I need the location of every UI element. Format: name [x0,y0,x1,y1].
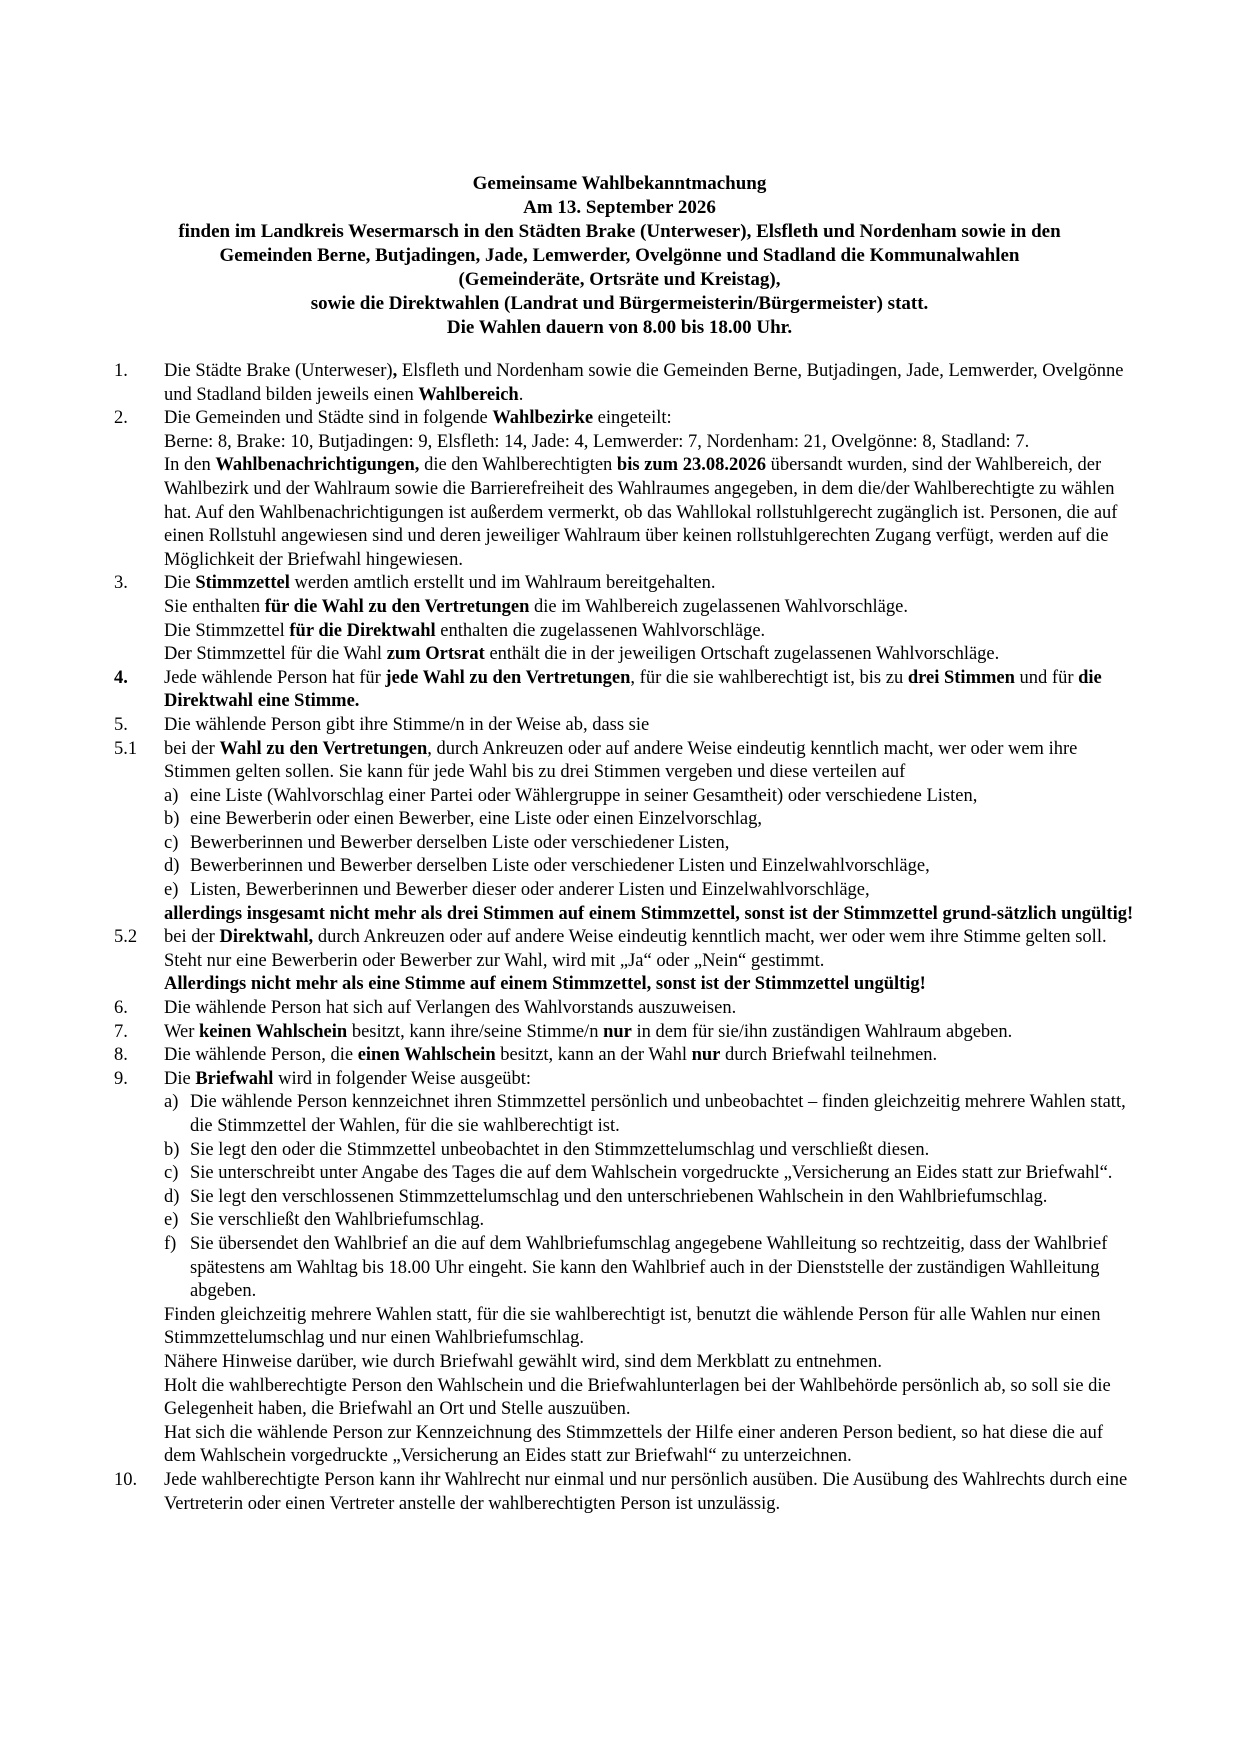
text-run: Die [164,1068,196,1089]
text-run: besitzt, kann an der Wahl [495,1045,692,1066]
sub-item [164,1233,1134,1304]
text-run: jede Wahl zu den Vertretungen [385,667,631,688]
sub-item-letter: d) [164,1186,180,1207]
warning-text [164,903,1134,927]
item-number: 5. [114,714,128,735]
paragraph [164,1068,1134,1092]
paragraph [164,620,1134,644]
item-text [164,1044,1134,1068]
paragraph [164,926,1134,973]
text-run: durch Briefwahl teilnehmen. [720,1045,938,1066]
sub-item-letter: b) [164,1139,180,1160]
paragraph [164,738,1134,785]
paragraph: Holt die wahlberechtigte Person den Wahlschein und die Briefwahlunterlagen bei der Wahlbehörde persönlich ab, so soll sie die Gelegenheit haben, die Briefwahl an Ort und Stelle auszuüben. [164,1375,1111,1420]
text-run: Die Gemeinden und Städte sind in folgende [164,408,493,429]
text-run: nur [691,1045,721,1066]
item-text: Jede wahlberechtigte Person kann ihr Wahlrecht nur einmal und nur persönlich ausüben. Die Ausübung des Wahlrechts durch eine Vertreterin oder einen Vertreter anstelle der wahlberechtigten Person ist unzulässig. [164,1469,1128,1514]
item-number: 5.1 [114,738,138,759]
text-run: übersandt wurden, sind der Wahlbereich, der Wahlbezirk und der Wahlraum sowie die Barrierefreiheit des Wahlraumes angegeben, in dem die/der Wahlberechtigte zu wählen hat. Auf den Wahlbenachrichtigungen ist außerdem vermerkt, ob das Wahllokal rollstuhlgerecht zugänglich ist. Personen, die auf einen Rollstuhl angewiesen sind und deren jeweiliger Wahlraum über keinen rollstuhlgerechten Zugang verfügt, werden auf die Möglichkeit der Briefwahl hingewiesen. [164,455,1118,570]
text-run: Allerdings nicht mehr als eine Stimme auf einem Stimmzettel, sonst ist der Stimmzettel ungültig! [164,974,926,995]
text-run: Wahl zu den Vertretungen [219,738,428,759]
sub-item-text: Die wählende Person kennzeichnet ihren Stimmzettel persönlich und unbeobachtet – finden gleichzeitig mehrere Wahlen statt, die Stimmzettel der Wahlen, für die sie wahlberechtigt ist. [190,1092,1126,1136]
text-run: und für [1014,667,1079,688]
paragraph: Finden gleichzeitig mehrere Wahlen statt, für die sie wahlberechtigt ist, benutzt die wählende Person für alle Wahlen nur einen Stimmzettelumschlag und nur einen Wahlbriefumschlag. [164,1304,1101,1349]
text-run: nur [603,1021,632,1042]
sub-item-text: Sie legt den oder die Stimmzettel unbeobachtet in den Stimmzettelumschlag und verschließt diesen. [190,1139,930,1160]
sub-item-letter: c) [164,832,179,853]
text-run: eingeteilt: [593,408,672,429]
header-line: (Gemeinderäte, Ortsräte und Kreistag), [458,269,781,290]
sub-item-letter: a) [164,785,179,806]
paragraph [164,454,1134,572]
text-run: Stimmzettel [195,573,290,594]
text-run: Die Städte Brake (Unterweser) [164,361,393,381]
item-number: 1. [114,361,128,381]
section-10 [114,1469,1134,1516]
section-5 [114,714,1134,738]
paragraph [164,572,1134,596]
sub-item [164,808,1134,832]
sub-item [164,1209,1134,1233]
text-run: in dem für sie/ihn zuständigen Wahlraum abgeben. [631,1021,1013,1042]
text-run: Wer [164,1021,199,1042]
text-run: Die Stimmzettel [164,620,290,641]
sub-item [164,1091,1134,1138]
sub-item-letter: d) [164,856,180,877]
item-text [164,738,1134,927]
text-run: Sie enthalten [164,596,265,617]
sub-item-text: Bewerberinnen und Bewerber derselben Liste oder verschiedener Listen, [190,832,730,853]
item-text: Die wählende Person gibt ihre Stimme/n in der Weise ab, dass sie [164,714,650,735]
text-run: für die Direktwahl [289,620,436,641]
item-text [164,572,1134,666]
item-text [164,360,1134,407]
sub-item-text: eine Liste (Wahlvorschlag einer Partei oder Wählergruppe in seiner Gesamtheit) oder verschiedene Listen, [190,785,978,806]
election-hours: Die Wahlen dauern von 8.00 bis 18.00 Uhr. [446,317,793,338]
item-number: 10. [114,1469,138,1490]
document-header [100,172,1139,340]
text-run: Direktwahl, [219,927,314,948]
item-number: 8. [114,1045,128,1066]
text-run: enthält die in der jeweiligen Ortschaft zugelassenen Wahlvorschläge. [484,644,1000,665]
text-run: In den [164,455,216,476]
header-line: finden im Landkreis Wesermarsch in den Städten Brake (Unterweser), Elsfleth und Nordenham sowie in den [178,221,1061,242]
sub-item-text: Sie unterschreibt unter Angabe des Tages die auf dem Wahlschein vorgedruckte „Versicherung an Eides statt zur Briefwahl“. [190,1163,1113,1184]
section-5-2 [114,926,1134,997]
district-counts: Berne: 8, Brake: 10, Butjadingen: 9, Elsfleth: 14, Jade: 4, Lemwerder: 7, Nordenham: 21, Ovelgönne: 8, Stadland: 7. [164,431,1030,452]
sub-item-text: Listen, Bewerberinnen und Bewerber dieser oder anderer Listen und Einzelwahlvorschläge, [190,880,870,901]
sub-item [164,855,1134,879]
text-run: Briefwahl [195,1068,274,1089]
sub-item-letter: f) [164,1233,177,1254]
section-6 [114,997,1134,1021]
text-run: . [518,384,524,405]
sub-item [164,1139,1134,1163]
paragraph: Hat sich die wählende Person zur Kennzeichnung des Stimmzettels der Hilfe einer anderen Person bedient, so hat diese die auf dem Wahlschein vorgedruckte „Versicherung an Eides statt zur Briefwahl“ zu unterzeichnen. [164,1422,1104,1467]
text-run: werden amtlich erstellt und im Wahlraum bereitgehalten. [289,573,716,594]
text-run: drei Stimmen [907,667,1015,688]
section-4 [114,667,1134,714]
text-run: bis zum 23.08.2026 [616,455,766,476]
item-text [164,407,1134,572]
text-run: , für die sie wahlberechtigt ist, bis zu [630,667,908,688]
sub-item-text: eine Bewerberin oder einen Bewerber, eine Liste oder einen Einzelvorschlag, [190,809,762,830]
text-run: bei der [164,738,220,759]
item-text [164,1021,1134,1045]
item-number [114,667,164,714]
text-run: wird in folgender Weise ausgeübt: [273,1068,532,1089]
item-text [164,1068,1134,1469]
text-run: Die wählende Person, die [164,1045,358,1066]
section-9 [114,1068,1134,1469]
item-number: 3. [114,573,128,594]
paragraph [164,596,1134,620]
text-run: zum Ortsrat [386,644,485,665]
text-run: besitzt, kann ihre/seine Stimme/n [347,1021,604,1042]
text-run: Wahlbereich [418,384,519,405]
section-7 [114,1021,1134,1045]
header-line: Gemeinden Berne, Butjadingen, Jade, Lemwerder, Ovelgönne und Stadland die Kommunalwahlen [219,245,1020,266]
text-run: Wahlbenachrichtigungen, [215,455,420,476]
text-run: für die Wahl zu den Vertretungen [264,596,530,617]
sub-item-letter: e) [164,880,179,901]
header-line: sowie die Direktwahlen (Landrat und Bürgermeisterin/Bürgermeister) statt. [310,293,929,314]
text-run: die den Wahlberechtigten [419,455,617,476]
item-number: 7. [114,1021,128,1042]
paragraph: Nähere Hinweise darüber, wie durch Briefwahl gewählt wird, sind dem Merkblatt zu entnehmen. [164,1351,882,1372]
section-1 [114,360,1134,407]
sub-item-letter: e) [164,1210,179,1231]
text-run: allerdings insgesamt nicht mehr als drei Stimmen auf einem Stimmzettel, sonst ist der Stimmzettel grund-sätzlich ungültig! [164,903,1134,924]
text-run: 4. [114,667,128,688]
section-8 [114,1044,1134,1068]
warning-text [164,973,1134,997]
text-run: Wahlbezirke [492,408,594,429]
document-title: Gemeinsame Wahlbekanntmachung [472,173,767,194]
document-body [114,360,1134,1516]
text-run: , durch Ankreuzen oder auf andere Weise eindeutig kenntlich macht, wer oder wem ihre Stimmen gelten sollen. Sie kann für jede Wahl bis zu drei Stimmen vergeben und diese verteilen auf [164,738,1078,783]
sub-item [164,879,1134,903]
section-2 [114,407,1134,572]
item-text: Die wählende Person hat sich auf Verlangen des Wahlvorstands auszuweisen. [164,998,737,1019]
section-3 [114,572,1134,666]
item-text [164,926,1134,997]
text-run: Jede wählende Person hat für [164,667,386,688]
sub-item-letter: a) [164,1092,179,1113]
sub-item-text: Sie übersendet den Wahlbrief an die auf dem Wahlbriefumschlag angegebene Wahlleitung so rechtzeitig, dass der Wahlbrief spätestens am Wahltag bis 18.00 Uhr eingeht. Sie kann den Wahlbrief auch in der Dienststelle der zuständigen Wahlleitung abgeben. [190,1233,1108,1302]
item-number: 2. [114,408,128,429]
item-number: 5.2 [114,927,138,948]
text-run: durch Ankreuzen oder auf andere Weise eindeutig kenntlich macht, wer oder wem ihre Stimme gelten soll. Steht nur eine Bewerberin oder Bewerber zur Wahl, wird mit „Ja“ oder „Nein“ gestimmt. [164,927,1107,971]
text-run: enthalten die zugelassenen Wahlvorschläge. [435,620,766,641]
text-run: die Direktwahl eine Stimme. [164,667,1102,712]
text-run: die im Wahlbereich zugelassenen Wahlvorschläge. [529,596,908,617]
sub-item-letter: b) [164,809,180,830]
sub-item [164,832,1134,856]
sub-item-text: Sie legt den verschlossenen Stimmzettelumschlag und den unterschriebenen Wahlschein in den Wahlbriefumschlag. [190,1186,1048,1207]
item-number: 9. [114,1068,128,1089]
sub-item-text: Bewerberinnen und Bewerber derselben Liste oder verschiedener Listen und Einzelwahlvorschläge, [190,856,930,877]
text-run: Die [164,573,196,594]
text-run: , [392,361,398,381]
sub-item [164,1162,1134,1186]
election-date: Am 13. September 2026 [523,197,716,218]
sub-item-letter: c) [164,1163,179,1184]
sub-item-text: Sie verschließt den Wahlbriefumschlag. [190,1210,485,1231]
item-number: 6. [114,998,128,1019]
text-run: Elsfleth und Nordenham sowie die Gemeinden Berne, Butjadingen, Jade, Lemwerder, Ovelgönne und Stadland bilden jeweils einen [164,361,1124,405]
text-run: einen Wahlschein [357,1045,496,1066]
sub-item [164,1186,1134,1210]
text-run: Der Stimmzettel für die Wahl [164,644,387,665]
paragraph [164,643,1134,667]
item-text [164,667,1134,714]
text-run: keinen Wahlschein [198,1021,348,1042]
paragraph [164,407,1134,431]
section-5-1 [114,738,1134,927]
sub-item [164,785,1134,809]
text-run: bei der [164,927,220,948]
